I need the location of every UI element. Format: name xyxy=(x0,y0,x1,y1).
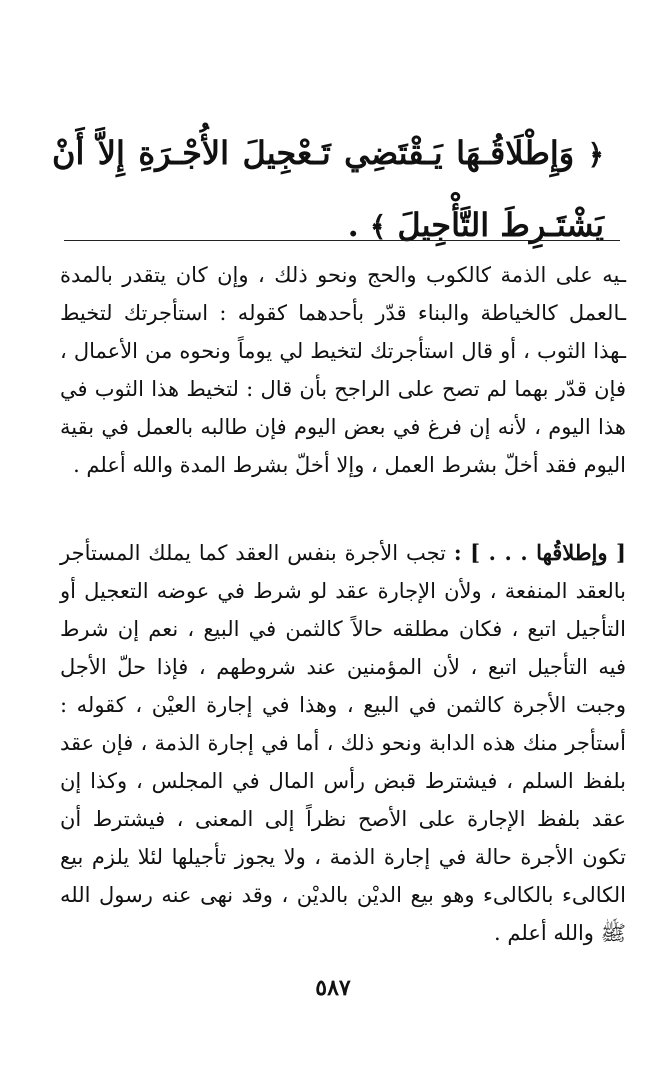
page-number: ٥٨٧ xyxy=(315,975,351,1001)
commentary-lead: [ وإطلاقُها . . . ] : xyxy=(453,540,626,565)
commentary-body: تجب الأجرة بنفس العقد كما يملك المستأجر بالعقد المنفعة ، ولأن الإجارة عقد لو شرط في عوضه التعجيل أو التأجيل اتبع ، فكان مطلقه حالاً كالثمن في البيع ، نعم إن شرط فيه التأجيل اتبع ، لأن المؤمنين عند شروطهم ، فإذا حلّ الأجل وجبت الأجرة كالثمن في البيع ، وهذا في إجارة العيْن ، كقوله : أستأجر منك هذه الدابة ونحو ذلك ، أما في إجارة الذمة ، فإن عقد بلفظ السلم ، فيشترط قبض رأس المال في المجلس ، وكذا إن عقد بلفظ الإجارة على الأصح نظراً إلى المعنى ، فيشترط أن تكون الأجرة حالة في إجارة الذمة ، ولا يجوز تأجيلها لئلا يلزم بيع الكالىء بالكالىء وهو بيع الديْن بالديْن ، وقد نهى عنه رسول الله ﷺ والله أعلم . xyxy=(60,541,626,945)
matn-phrase: وَإِطْلَاقُـهَا يَـقْتَضِي تَـعْجِيلَ الأُجْـرَةِ إِلاَّ أَنْ يَشْتَـرِطَ التَّأْجِيلَ xyxy=(52,134,604,244)
ornate-bracket-close: ﴾ xyxy=(369,210,387,243)
commentary-paragraph-1: ـيه على الذمة كالكوب والحج ونحو ذلك ، وإن كان يتقدر بالمدة ـالعمل كالخياطة والبناء قدّر بأحدهما كقوله : استأجرتك لتخيط ـهذا الثوب ، أو قال استأجرتك لتخيط لي يوماً ونحوه من الأعمال ، فإن قدّر بهما لم تصح على الراجح بأن قال : لتخيط هذا الثوب في هذا اليوم ، لأنه إن فرغ في بعض اليوم فإن طالبه بالعمل في بقية اليوم فقد أخلّ بشرط العمل ، وإلا أخلّ بشرط المدة والله أعلم . xyxy=(60,263,626,477)
commentary-paragraph-2 xyxy=(60,534,626,952)
separator-rule xyxy=(64,240,620,241)
ornate-bracket-open: ﴿ xyxy=(587,138,605,171)
matn-end: . xyxy=(347,206,370,244)
